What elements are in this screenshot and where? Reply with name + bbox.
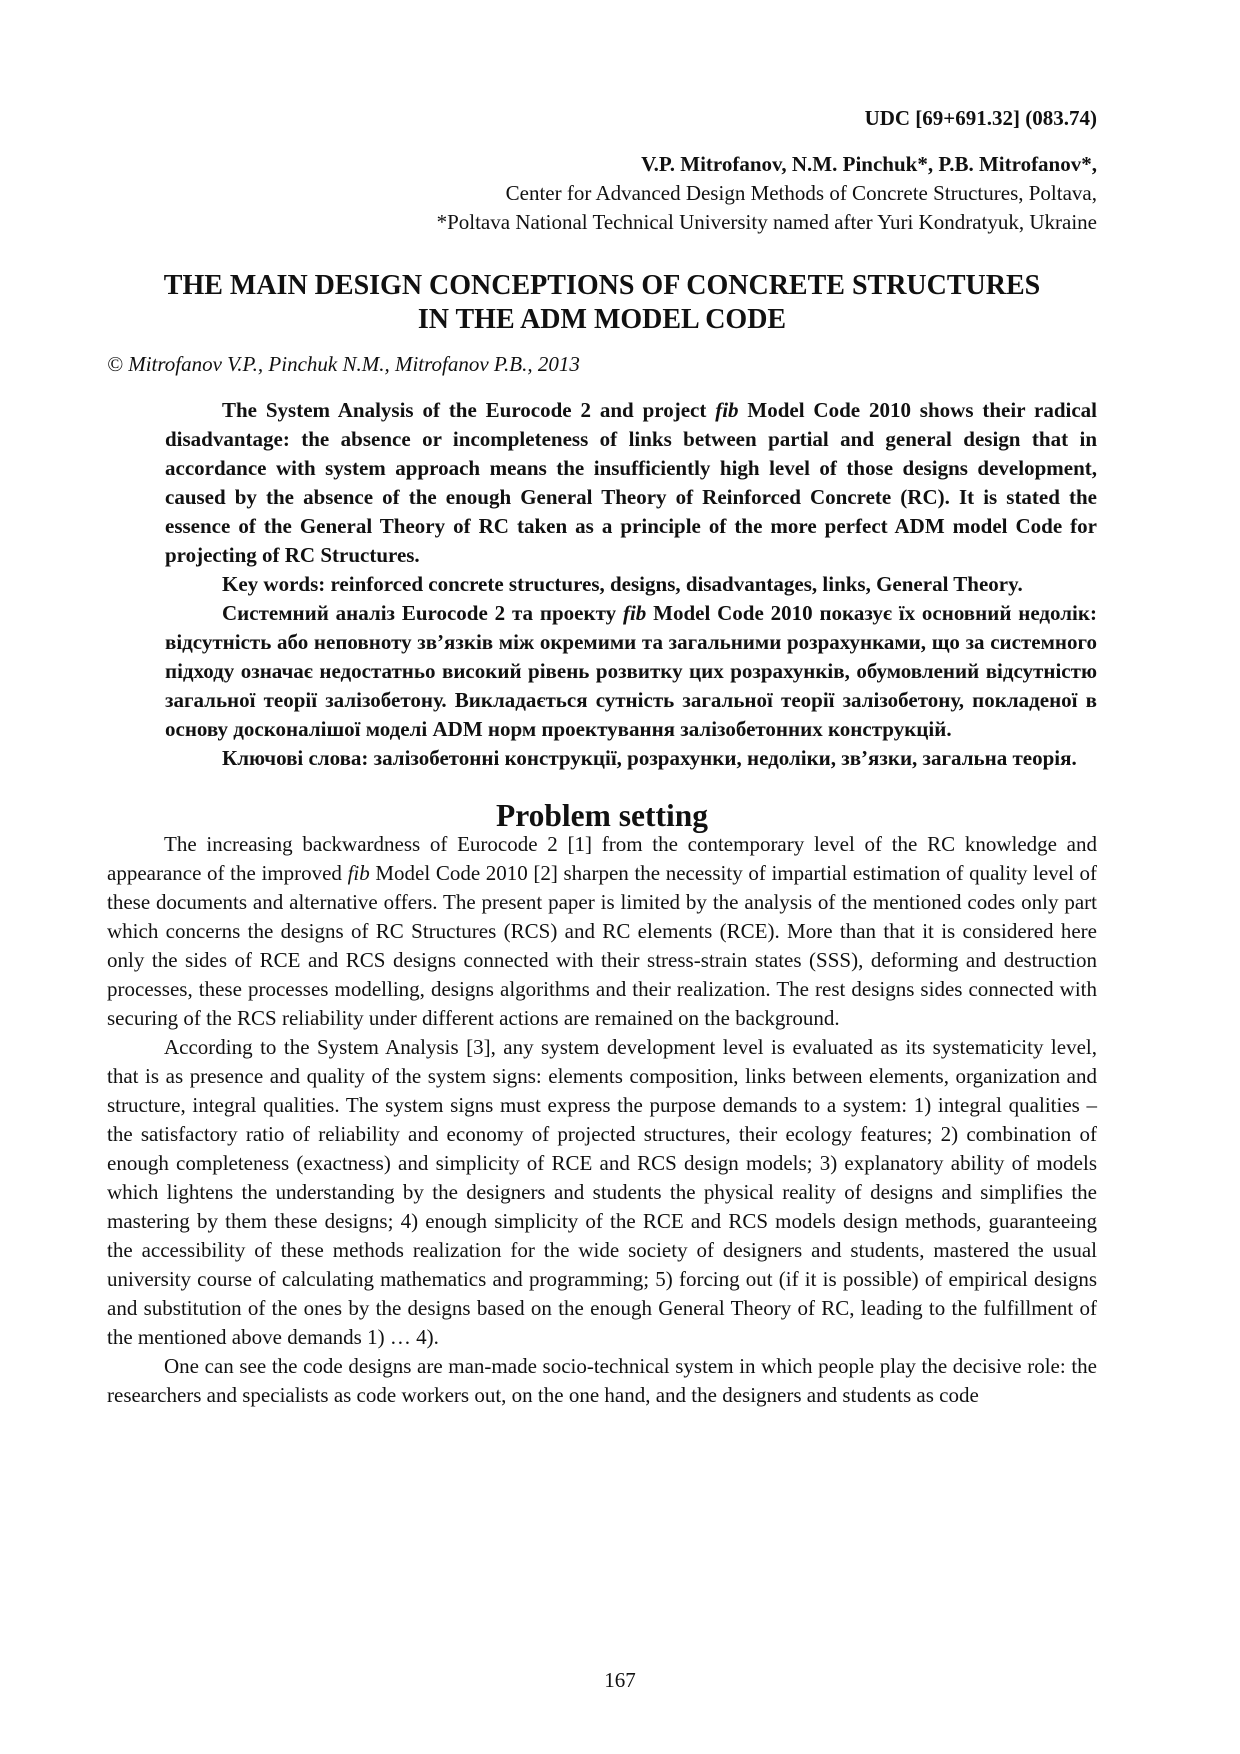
paper-title [107, 269, 1097, 337]
abstract-ukrainian: Системний аналіз Eurocode 2 та проекту fib Model Code 2010 показує їх основний недолік: відсутність або неповноту зв’язків між окремими та загальними розрахунками, що за системного підходу означає недостатньо високий рівень розвитку цих розрахунків, обумовлений відсутністю загальної теорії залізобетону. Викладається сутність загальної теорії залізобетону, покладеної в основу досконалішої моделі ADM норм проектування залізобетонних конструкцій. [165, 601, 1097, 741]
keywords-ukrainian: Ключові слова: залізобетонні конструкції, розрахунки, недоліки, зв’язки, загальна теорія. [222, 746, 1077, 770]
page-content [107, 104, 1097, 1410]
author-names: V.P. Mitrofanov, N.M. Pinchuk*, P.B. Mitrofanov*, [641, 152, 1097, 176]
paper-title-line-2: IN THE ADM MODEL CODE [417, 304, 787, 335]
copyright-line: © Mitrofanov V.P., Pinchuk N.M., Mitrofanov P.B., 2013 [107, 352, 580, 376]
body-text [107, 830, 1097, 1410]
fib-italic: fib [622, 601, 647, 625]
section-heading-problem-setting: Problem setting [495, 798, 708, 833]
page-number: 167 [604, 1668, 636, 1692]
udc-code: UDC [69+691.32] (083.74) [864, 106, 1097, 130]
body-paragraph-3: One can see the code designs are man-made socio-technical system in which people play the decisive role: the researchers and specialists as code workers out, on the one hand, and the designers and students as code [107, 1354, 1097, 1407]
author-block [107, 150, 1097, 237]
paper-title-line-1: THE MAIN DESIGN CONCEPTIONS OF CONCRETE STRUCTURES [163, 270, 1041, 301]
affiliation-2: *Poltava National Technical University named after Yuri Kondratyuk, Ukraine [436, 210, 1097, 234]
abstract-english: The System Analysis of the Eurocode 2 and project fib Model Code 2010 shows their radical disadvantage: the absence or incompleteness of links between partial and general design that in accordance with system approach means the insufficiently high level of those designs development, caused by the absence of the enough General Theory of Reinforced Concrete (RC). It is stated the essence of the General Theory of RC taken as a principle of the more perfect ADM model Code for projecting of RC Structures. [165, 398, 1097, 567]
keywords-english: Key words: reinforced concrete structures, designs, disadvantages, links, General Theory. [222, 572, 1023, 596]
fib-italic: fib [347, 861, 370, 885]
body-paragraph-2: According to the System Analysis [3], any system development level is evaluated as its systematicity level, that is as presence and quality of the system signs: elements composition, links between elements, organization and structure, integral qualities. The system signs must express the purpose demands to a system: 1) integral qualities – the satisfactory ratio of reliability and economy of projected structures, their ecology features; 2) combination of enough completeness (exactness) and simplicity of RCE and RCS design models; 3) explanatory ability of models which lightens the understanding by the designers and students the physical reality of designs and simplifies the mastering by them these designs; 4) enough simplicity of the RCE and RCS models design methods, guaranteeing the accessibility of these methods realization for the wide society of designers and students, mastered the usual university course of calculating mathematics and programming; 5) forcing out (if it is possible) of empirical designs and substitution of the ones by the designs based on the enough General Theory of RC, leading to the fulfillment of the mentioned above demands 1) … 4). [107, 1035, 1097, 1349]
abstract-block [165, 396, 1097, 773]
fib-italic: fib [715, 398, 739, 422]
affiliation-1: Center for Advanced Design Methods of Concrete Structures, Poltava, [505, 181, 1097, 205]
body-paragraph-1: The increasing backwardness of Eurocode 2 [1] from the contemporary level of the RC knowledge and appearance of the improved fib Model Code 2010 [2] sharpen the necessity of impartial estimation of quality level of these documents and alternative offers. The present paper is limited by the analysis of the mentioned codes only part which concerns the designs of RC Structures (RCS) and RC elements (RCE). More than that it is considered here only the sides of RCE and RCS designs connected with their stress-strain states (SSS), deforming and destruction processes, these processes modelling, designs algorithms and their realization. The rest designs sides connected with securing of the RCS reliability under different actions are remained on the background. [107, 832, 1097, 1030]
